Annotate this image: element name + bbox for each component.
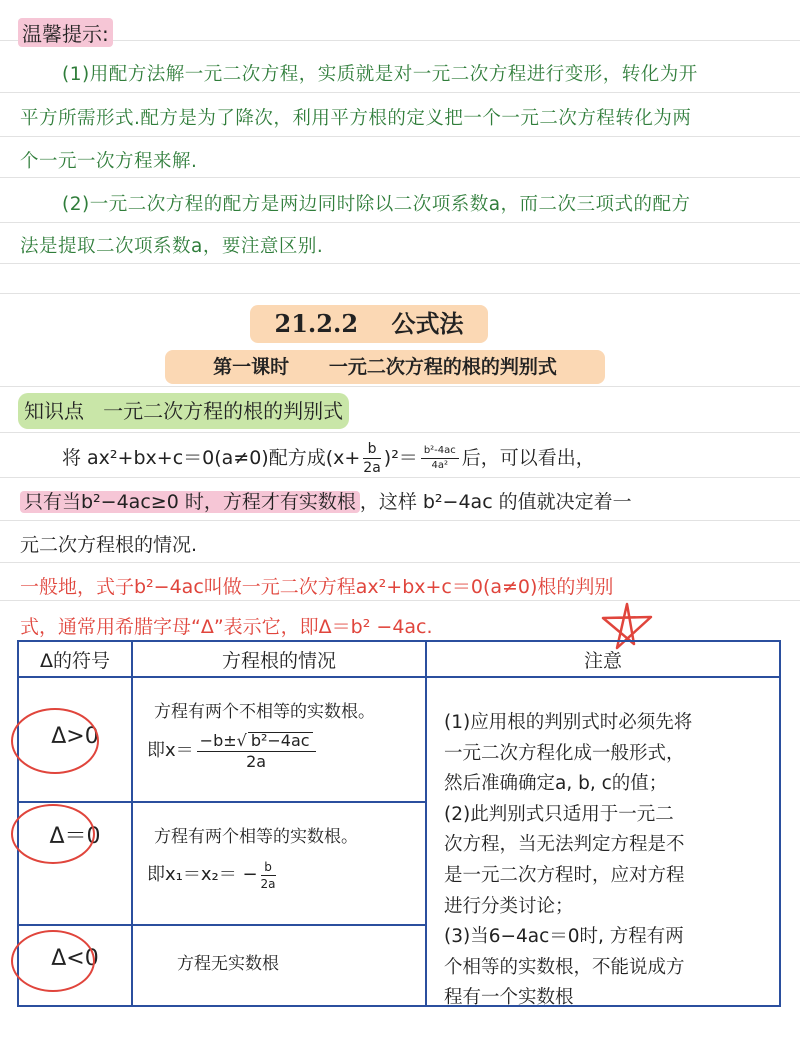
quadratic-formula: 即x＝ $\frac{\text{−b±√ b²−4ac}}{2a}$	[147, 732, 319, 770]
definition-line-2: 式，通常用希腊字母“Δ”表示它，即Δ＝b² −4ac.	[20, 616, 433, 638]
sign-positive: Δ>0	[51, 724, 99, 749]
discriminant-table	[17, 640, 781, 1007]
tip-line-4: (2)一元二次方程的配方是两边同时除以二次项系数a，而二次三项式的配方	[62, 194, 691, 215]
sign-negative: Δ<0	[51, 946, 99, 971]
roots-distinct: 方程有两个不相等的实数根。	[154, 702, 375, 722]
completing-square-line: 将 ax²+bx+c＝0(a≠0)配方成(x+ $\frac{b}{2a}$ )²＝ $\frac{\text{b²-4ac}}{\text{4a²}}$ 后，可以看出，	[62, 441, 595, 476]
tip-line-3: 个一元一次方程来解.	[20, 151, 198, 172]
note-line: (3)当6−4ac＝0时, 方程有两	[444, 926, 684, 948]
knowledge-point-label: 知识点 一元二次方程的根的判别式	[18, 393, 349, 429]
fraction-discriminant-over-4a2: $\frac{\text{b²-4ac}}{\text{4a²}}$	[421, 446, 459, 471]
note-line: 个相等的实数根，不能说成方	[444, 956, 685, 978]
tip-title: 温馨提示:	[18, 18, 113, 47]
tip-line-2: 平方所需形式.配方是为了降次，利用平方根的定义把一个一元二次方程转化为两	[20, 108, 692, 129]
note-line: 是一元二次方程时，应对方程	[444, 864, 685, 886]
note-line: 进行分类讨论；	[444, 895, 574, 917]
note-line: 一元二次方程化成一般形式，	[444, 742, 685, 764]
double-root-formula: 即x₁＝x₂＝ − $\frac{b}{2a}$	[147, 859, 276, 891]
section-title: 21.2.2 公式法	[250, 305, 488, 343]
conclusion-line: 元二次方程根的情况.	[20, 534, 198, 556]
header-sign: Δ的符号	[40, 650, 110, 672]
header-notes: 注意	[583, 650, 622, 672]
note-line: 次方程，当无法判定方程是不	[444, 834, 685, 856]
condition-line: 只有当b²−4ac≥0 时，方程才有实数根 ，这样 b²−4ac 的值就决定着一	[20, 487, 632, 514]
fraction-b-over-2a: $\frac{b}{2a}$	[363, 441, 381, 476]
lesson-title: 第一课时 一元二次方程的根的判别式	[165, 350, 605, 384]
notes-column	[444, 708, 779, 1014]
tip-line-5: 法是提取二次项系数a，要注意区别.	[20, 236, 324, 257]
header-roots: 方程根的情况	[221, 650, 336, 672]
sign-zero: Δ＝0	[49, 824, 101, 849]
note-line: 然后准确确定a, b, c的值；	[444, 773, 668, 795]
note-line: (1)应用根的判别式时必须先将	[444, 712, 693, 733]
condition-highlight: 只有当b²−4ac≥0 时，方程才有实数根	[20, 491, 360, 513]
roots-none: 方程无实数根	[177, 954, 279, 974]
tip-line-1: (1)用配方法解一元二次方程，实质就是对一元二次方程进行变形，转化为开	[62, 64, 698, 85]
red-circle	[11, 804, 95, 864]
roots-equal: 方程有两个相等的实数根。	[154, 827, 358, 847]
red-circle	[11, 930, 95, 992]
definition-line-1: 一般地，式子b²−4ac叫做一元二次方程ax²+bx+c＝0(a≠0)根的判别	[20, 576, 614, 598]
note-line: (2)此判别式只适用于一元二	[444, 803, 674, 825]
red-circle	[11, 708, 99, 774]
note-line: 程有一个实数根	[444, 987, 574, 1009]
